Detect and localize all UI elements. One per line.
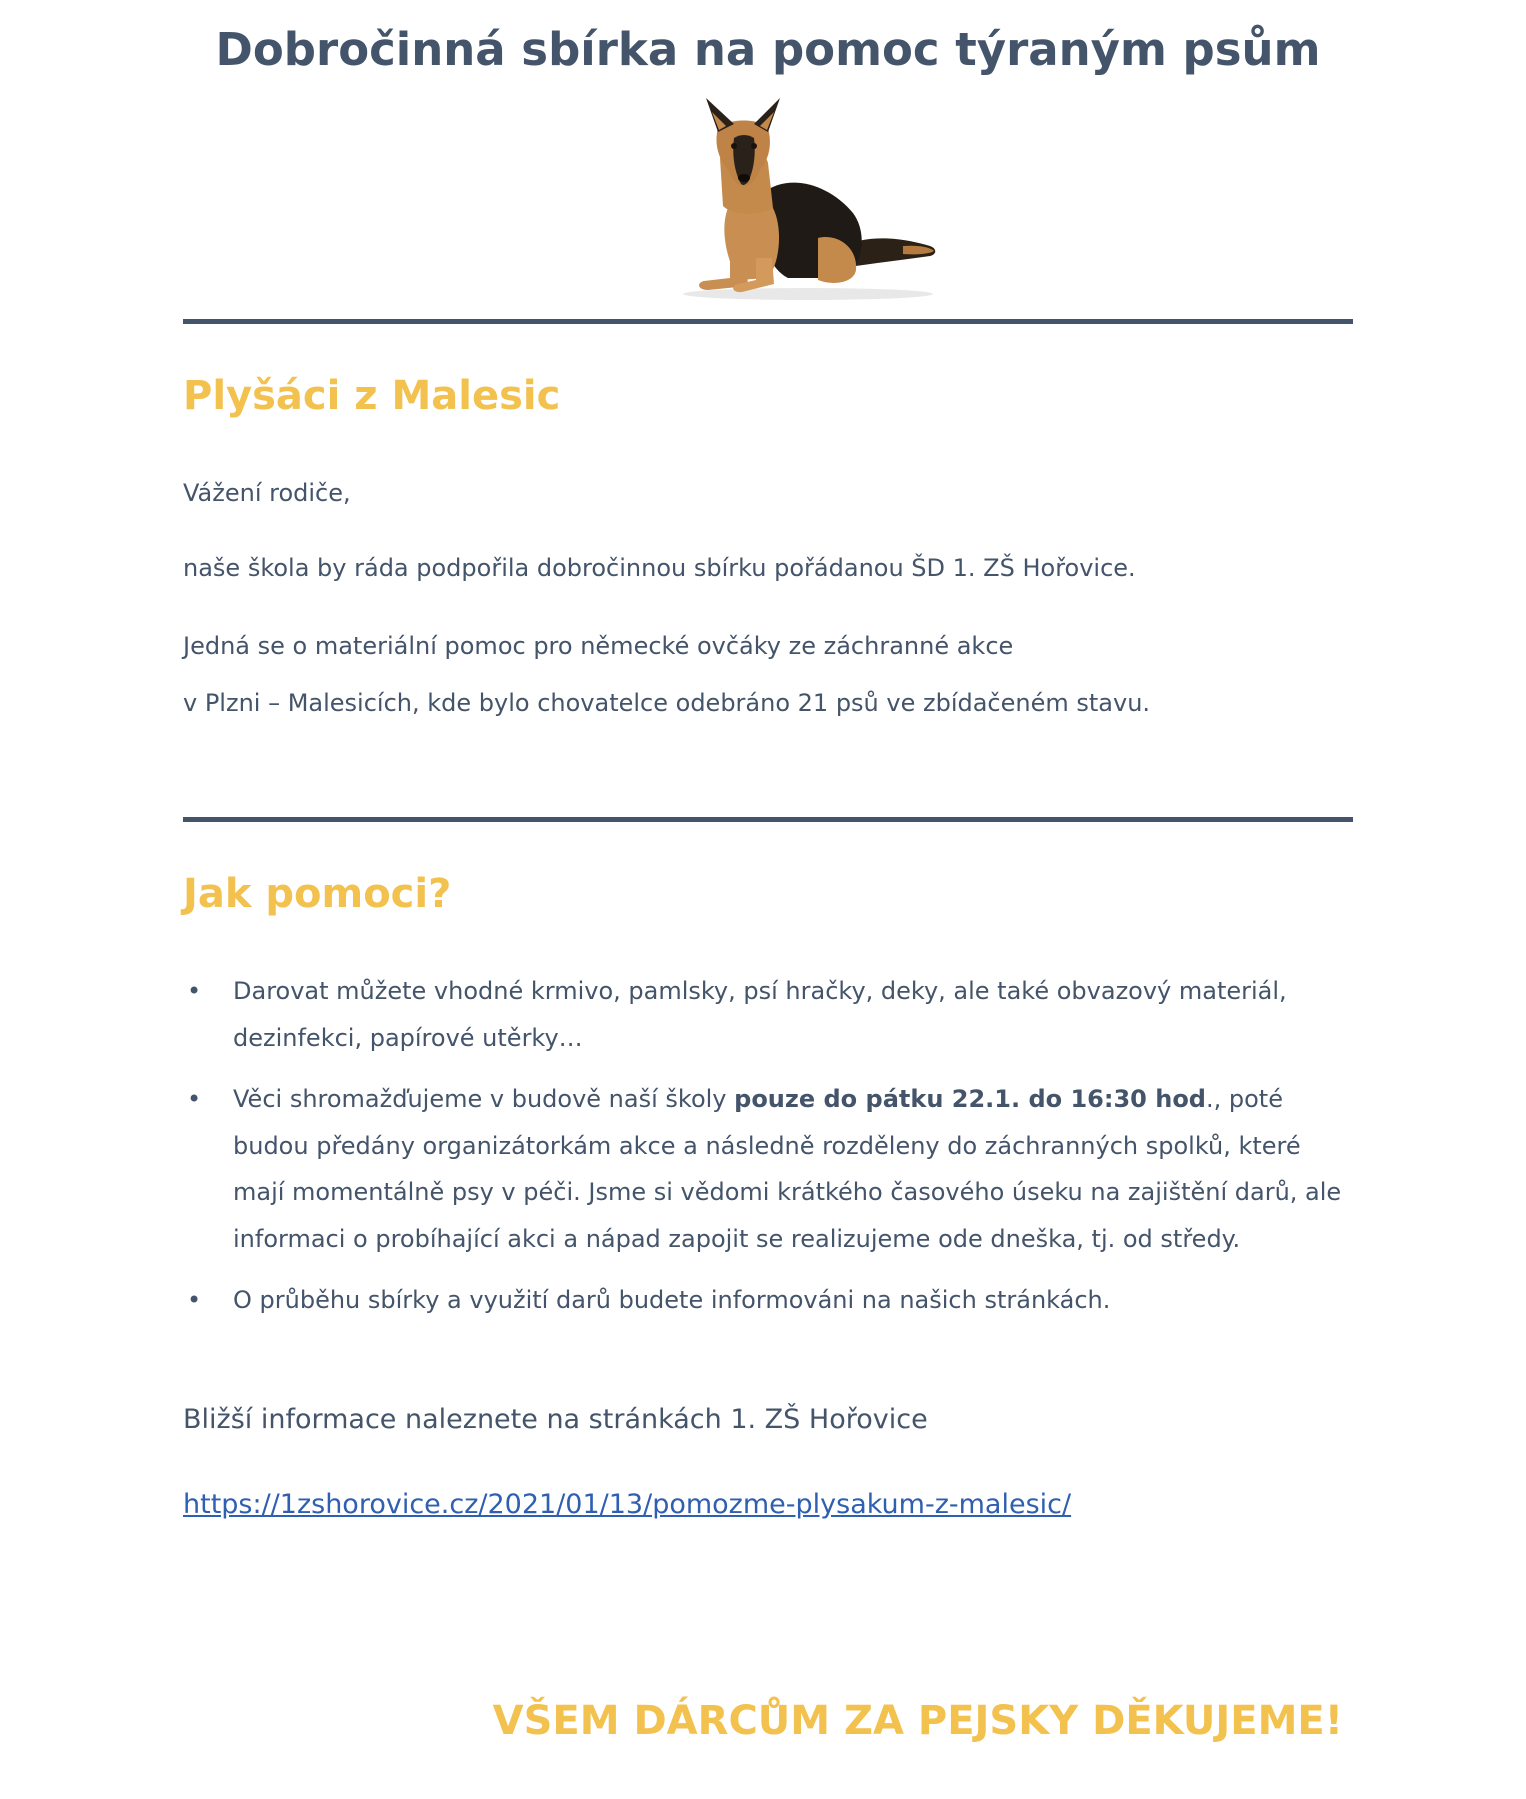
thanks-banner: VŠEM DÁRCŮM ZA PEJSKY DĚKUJEME!: [492, 1698, 1343, 1744]
list-item-text-after: ., poté budou předány organizátorkám akce a následně rozděleny do záchranných spolků, které mají momentálně psy v péči. Jsme si vědomi krátkého časového úseku na zajištění darů, ale informaci o probíhající akci a nápad zapojit se realizujeme ode dneška, tj. od středy.: [233, 1085, 1342, 1253]
bullet-icon: •: [187, 977, 202, 1005]
list-item-text-before: Věci shromažďujeme v budově naší školy: [233, 1085, 735, 1113]
help-list: [183, 968, 1353, 1339]
info-link[interactable]: https://1zshorovice.cz/2021/01/13/pomozme-plysakum-z-malesic/: [183, 1489, 1072, 1520]
bullet-icon: •: [187, 1085, 202, 1113]
list-item-text: Darovat můžete vhodné krmivo, pamlsky, psí hračky, deky, ale také obvazový materiál, dezinfekci, papírové utěrky…: [233, 977, 1287, 1052]
section-divider: [183, 319, 1353, 324]
intro-text: naše škola by ráda podpořila dobročinnou sbírku pořádanou ŠD 1. ZŠ Hořovice.: [183, 554, 1136, 582]
greeting-text: Vážení rodiče,: [183, 479, 351, 507]
section-heading-jak-pomoci: Jak pomoci?: [183, 871, 452, 917]
list-item-text: O průběhu sbírky a využití darů budete informováni na našich stránkách.: [233, 1286, 1111, 1314]
section-divider: [183, 817, 1353, 822]
german-shepherd-dog-image: [668, 98, 948, 303]
section-heading-plysaci: Plyšáci z Malesic: [183, 373, 561, 419]
description-line-2: v Plzni – Malesicích, kde bylo chovatelce odebráno 21 psů ve zbídačeném stavu.: [183, 689, 1151, 717]
description-line-1: Jedná se o materiální pomoc pro německé ovčáky ze záchranné akce: [183, 632, 1014, 660]
list-item: [183, 1277, 1353, 1324]
bullet-icon: •: [187, 1286, 202, 1314]
list-item: [183, 1076, 1353, 1262]
more-info-text: Bližší informace naleznete na stránkách 1. ZŠ Hořovice: [183, 1404, 928, 1435]
page-title: Dobročinná sbírka na pomoc týraným psům: [215, 23, 1321, 76]
list-item: [183, 968, 1353, 1061]
deadline-text: pouze do pátku 22.1. do 16:30 hod: [734, 1085, 1206, 1113]
